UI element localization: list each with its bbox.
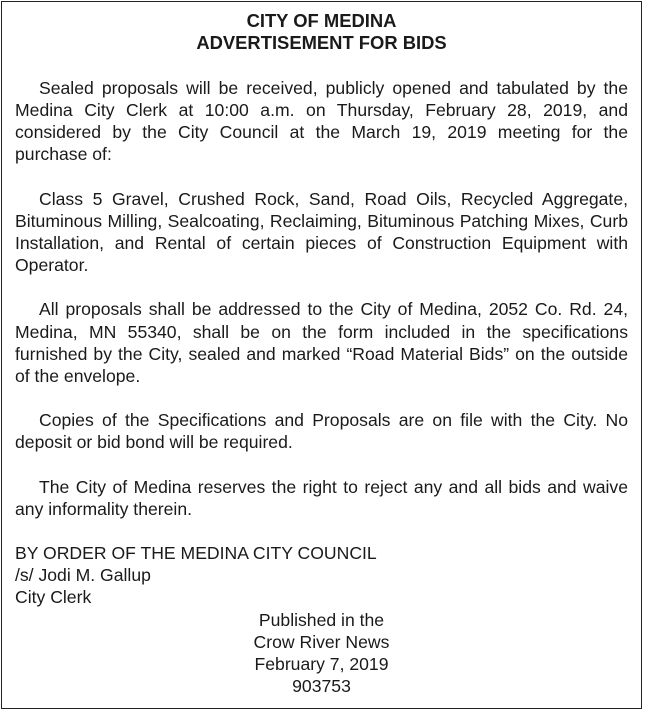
publication-date: February 7, 2019 (254, 654, 389, 675)
notice-title (15, 10, 628, 55)
paragraph-materials-list: Class 5 Gravel, Crushed Rock, Sand, Road Oils, Recycled Aggregate, Bituminous Milling, Sealcoating, Reclaiming, Bituminous Patching Mixes, Curb Installation, and Rental of certain pieces of Construction Equipment with Operator. (15, 188, 628, 276)
publication-info (15, 609, 628, 698)
paragraph-specifications: Copies of the Specifications and Proposals are on file with the City. No deposit or bid bond will be required. (15, 410, 628, 453)
title-city: CITY OF MEDINA (246, 10, 397, 31)
signature-signer: /s/ Jodi M. Gallup (15, 565, 151, 586)
paragraph-sealed-proposals: Sealed proposals will be received, publicly opened and tabulated by the Medina City Clerk at 10:00 a.m. on Thursday, February 28, 2019, and considered by the City Council at the March 19, 2019 meeting for the purchase of: (15, 77, 628, 165)
publication-line1: Published in the (258, 609, 385, 630)
paragraph-reservation: The City of Medina reserves the right to reject any and all bids and waive any informality therein. (15, 476, 628, 519)
publication-newspaper: Crow River News (253, 631, 390, 652)
signature-order: BY ORDER OF THE MEDINA CITY COUNCIL (15, 543, 377, 564)
legal-notice (1, 1, 642, 709)
title-advertisement: ADVERTISEMENT FOR BIDS (196, 32, 447, 54)
signature-block (15, 542, 628, 609)
paragraph-proposal-address: All proposals shall be addressed to the City of Medina, 2052 Co. Rd. 24, Medina, MN 55340, shall be on the form included in the specifications furnished by the City, sealed and marked “Road Material Bids” on the outside of the envelope. (15, 299, 628, 387)
publication-id: 903753 (292, 676, 351, 697)
signature-role: City Clerk (15, 587, 92, 608)
